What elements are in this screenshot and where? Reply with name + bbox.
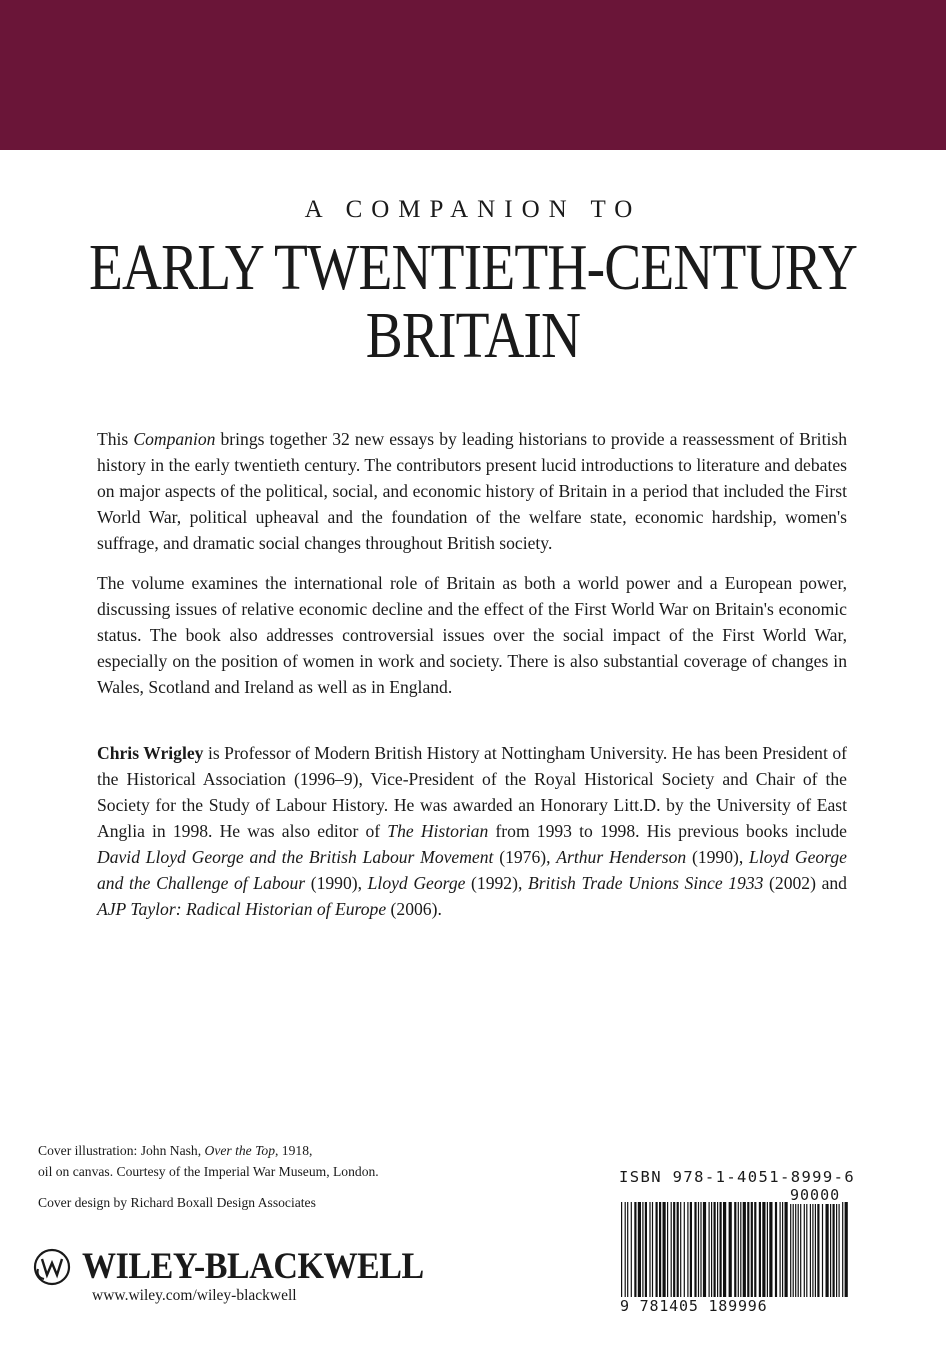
book-title-line-1: EARLY TWENTIETH-CENTURY [88,231,858,304]
author-bio: Chris Wrigley is Professor of Modern British History at Nottingham University. He has been President of the Historical Association (1996–9), Vice-President of the Royal Historical Society and Chair of the Society for the Study of Labour History. He was awarded an Honorary Litt.D. by the University of East Anglia in 1998. He was also editor of The Historian from 1993 to 1998. His previous books include David Lloyd George and the British Labour Movement (1976), Arthur Henderson (1990), Lloyd George and the Challenge of Labour (1990), Lloyd George (1992), British Trade Unions Since 1933 (2002) and AJP Taylor: Radical Historian of Europe (2006). [97,743,847,919]
overline-title: A COMPANION TO [304,196,642,223]
ean-digits: 9 781405 189996 [620,1297,852,1315]
top-color-band [0,0,946,150]
author-name: Chris Wrigley [97,743,204,763]
price-code: 90000 [790,1186,841,1204]
description-paragraph-1: This Companion brings together 32 new essays by leading historians to provide a reassessment of British history in the early twentieth century. The contributors present lucid introductions to literature and debates on major aspects of the political, social, and economic history of Britain in a period that included the First World War, political upheaval and the foundation of the welfare state, economic hardship, women's suffrage, and dramatic social changes throughout British society. [97,429,847,553]
description-paragraph-2: The volume examines the international role of Britain as both a world power and a European power, discussing issues of relative economic decline and the effect of the First World War on Britain's economic status. The book also addresses controversial issues over the social impact of the First World War, especially on the position of women in work and society. There is also substantial coverage of changes in Wales, Scotland and Ireland as well as in England. [97,573,847,697]
cover-credits: Cover illustration: John Nash, Over the Top, 1918, oil on canvas. Courtesy of the Imperial War Museum, London. Cover design by Richard Boxall Design Associates [38,1140,458,1213]
book-title-line-2: BRITAIN [365,299,581,372]
companion-word: Companion [133,429,216,449]
design-credit: Cover design by Richard Boxall Design Associates [38,1195,316,1210]
illustration-credit: Cover illustration: John Nash, Over the Top, 1918, [38,1143,313,1158]
book-title [76,231,871,372]
wiley-jwb-logo-icon [30,1247,78,1287]
publisher-url: www.wiley.com/wiley-blackwell [92,1287,297,1304]
publisher-logo [30,1245,454,1288]
publisher-name: WILEY-BLACKWELL [82,1246,424,1287]
isbn-text: ISBN 978-1-4051-8999-6 [619,1168,856,1186]
